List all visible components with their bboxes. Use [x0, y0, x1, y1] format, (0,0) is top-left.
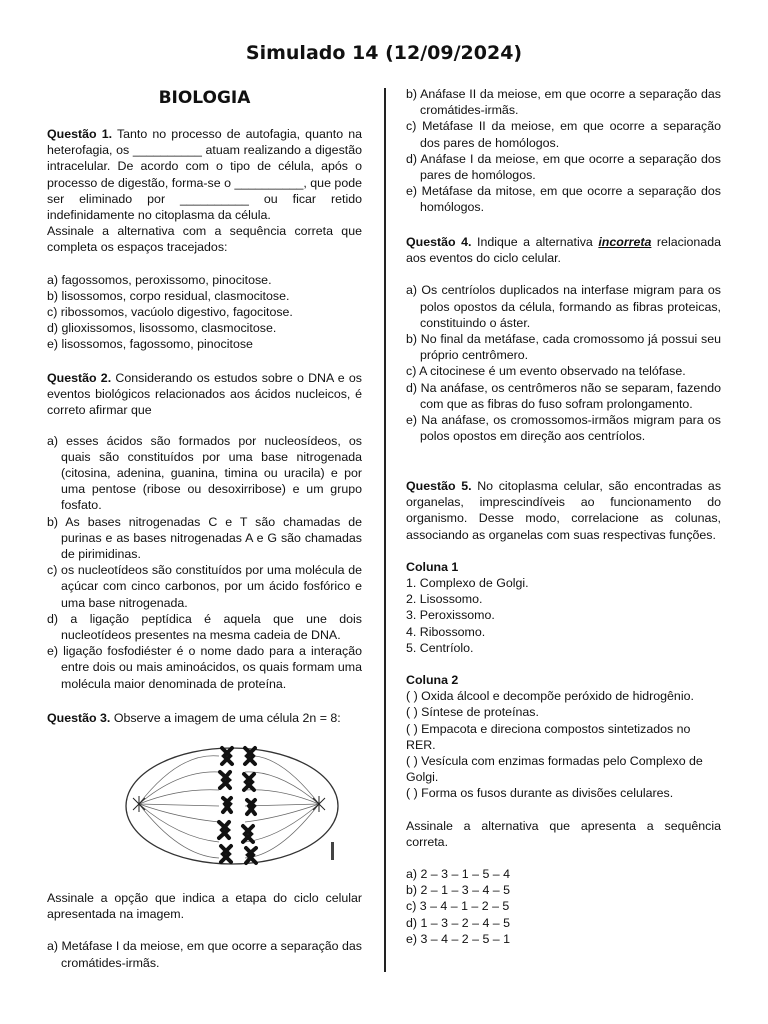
question-1-option-e[interactable]: e) lisossomos, fagossomo, pinocitose	[47, 337, 253, 352]
question-5-option-a[interactable]: a) 2 – 3 – 1 – 5 – 4	[406, 867, 511, 882]
chromosomes	[219, 748, 256, 863]
column-1-item: 3. Peroxissomo.	[406, 608, 495, 623]
column-1-item: 5. Centríolo.	[406, 640, 474, 655]
question-4-option-e[interactable]: e) Na anáfase, os cromossomos-irmãos migram para os polos opostos em direção aos centríolos.	[406, 413, 721, 444]
question-5	[406, 478, 721, 947]
column-2-item[interactable]: ( ) Síntese de proteínas.	[406, 705, 539, 720]
question-2-option-c[interactable]: c) os nucleotídeos são constituídos por uma molécula de açúcar com cinco carbonos, por um ácido fosfórico e uma base nitrogenada.	[47, 563, 362, 610]
question-2-statement	[47, 370, 362, 419]
question-1-option-c[interactable]: c) ribossomos, vacúolo digestivo, fagocitose.	[47, 305, 293, 320]
question-4-option-d[interactable]: d) Na anáfase, os centrômeros não se separam, fazendo com que as fibras do fuso sofram prolongamento.	[406, 380, 721, 411]
question-3-option-b[interactable]: b) Anáfase II da meiose, em que ocorre a separação das cromátides-irmãs.	[406, 87, 721, 118]
column-divider	[384, 88, 386, 972]
question-5-text: No citoplasma celular, são encontradas as organelas, imprescindíveis ao funcionamento do organismo. Desse modo, correlacione as colunas, associando as organelas com suas respectivas funções.	[406, 479, 722, 542]
subject-heading: BIOLOGIA	[158, 88, 251, 108]
question-3-continued	[47, 890, 362, 971]
question-3-text: Observe a imagem de uma célula 2n = 8:	[113, 711, 341, 725]
question-1-option-a[interactable]: a) fagossomos, peroxissomo, pinocitose.	[47, 272, 272, 287]
question-4-text-before: Indique a alternativa	[477, 235, 593, 249]
question-2-option-a[interactable]: a) esses ácidos são formados por nucleosídeos, os quais são constituídos por uma base nitrogenada (citosina, adenina, guanina, timina ou uracila) e por uma pentose (ribose ou desoxirribose) e um grupo fosfato.	[47, 433, 362, 513]
question-1-text: Tanto no processo de autofagia, quanto na heterofagia, os __________ atuam realizando a digestão intracelular. De acordo com o tipo de célula, após o processo de digestão, forma-se o __________, que pode ser eliminado por __________ ou ficar retido indefinidamente no citoplasma da célula.	[47, 127, 362, 223]
question-5-option-b[interactable]: b) 2 – 1 – 3 – 4 – 5	[406, 883, 511, 898]
question-1-label: Questão 1.	[47, 127, 113, 141]
question-3-instruction: Assinale a opção que indica a etapa do ciclo celular apresentada na imagem.	[47, 891, 362, 922]
question-4-statement	[406, 234, 721, 266]
page-title: Simulado 14 (12/09/2024)	[245, 42, 523, 64]
question-1-option-b[interactable]: b) lisossomos, corpo residual, clasmocitose.	[47, 288, 290, 303]
cell-division-figure	[119, 742, 345, 872]
question-5-instruction: Assinale a alternativa que apresenta a sequência correta.	[406, 818, 721, 849]
question-2-option-b[interactable]: b) As bases nitrogenadas C e T são chamadas de purinas e as bases nitrogenadas A e G são chamadas de pirimidinas.	[47, 514, 362, 562]
question-2	[47, 370, 362, 692]
question-5-option-e[interactable]: e) 3 – 4 – 2 – 5 – 1	[406, 931, 511, 946]
question-1	[47, 126, 362, 353]
question-4-emphasis: incorreta	[598, 235, 652, 249]
question-1-statement	[47, 126, 362, 223]
question-3	[47, 710, 362, 726]
question-5-statement	[406, 478, 721, 543]
column-1-item: 4. Ribossomo.	[406, 624, 486, 639]
column-1-item: 2. Lisossomo.	[406, 592, 483, 607]
question-4	[406, 234, 721, 444]
column-1-title: Coluna 1	[406, 559, 459, 574]
question-1-option-d[interactable]: d) glioxissomos, lisossomo, clasmocitose.	[47, 321, 277, 336]
column-2-item[interactable]: ( ) Empacota e direciona compostos sintetizados no RER.	[406, 721, 691, 752]
figure-credit-mark	[331, 842, 334, 860]
question-4-option-b[interactable]: b) No final da metáfase, cada cromossomo já possui seu próprio centrômero.	[406, 332, 721, 363]
question-4-option-a[interactable]: a) Os centríolos duplicados na interfase migram para os polos opostos da célula, formando as fibras proteicas, constituindo o áster.	[406, 283, 721, 330]
question-3-option-e[interactable]: e) Metáfase da mitose, em que ocorre a separação dos homólogos.	[406, 184, 721, 215]
column-2-title: Coluna 2	[406, 673, 459, 688]
column-2-item[interactable]: ( ) Oxida álcool e decompõe peróxido de hidrogênio.	[406, 689, 694, 704]
question-4-label: Questão 4.	[406, 235, 472, 249]
question-3-statement	[47, 710, 362, 726]
question-2-label: Questão 2.	[47, 371, 112, 385]
question-3-option-a[interactable]: a) Metáfase I da meiose, em que ocorre a separação das cromátides-irmãs.	[47, 939, 362, 970]
question-4-text-after: relacionada aos eventos do ciclo celular.	[406, 235, 721, 266]
question-2-option-e[interactable]: e) ligação fosfodiéster é o nome dado para a interação entre dois ou mais aminoácidos, os quais formam uma molécula maior denominada de proteína.	[47, 644, 362, 691]
column-1-item: 1. Complexo de Golgi.	[406, 576, 529, 591]
question-3-option-d[interactable]: d) Anáfase I da meiose, em que ocorre a separação dos pares de homólogos.	[406, 151, 721, 183]
question-2-option-d[interactable]: d) a ligação peptídica é aquela que une dois nucleotídeos presentes na mesma cadeia de DNA.	[47, 611, 362, 643]
question-3-options-continued	[406, 86, 721, 216]
question-1-instruction: Assinale a alternativa com a sequência correta que completa os espaços tracejados:	[47, 224, 362, 255]
column-2-item[interactable]: ( ) Forma os fusos durante as divisões celulares.	[406, 786, 674, 801]
question-3-label: Questão 3.	[47, 711, 111, 725]
question-5-label: Questão 5.	[406, 479, 472, 493]
question-5-option-d[interactable]: d) 1 – 3 – 2 – 4 – 5	[406, 915, 511, 930]
question-2-text: Considerando os estudos sobre o DNA e os eventos biológicos relacionados aos ácidos nucleicos, é correto afirmar que	[47, 371, 362, 418]
column-2-item[interactable]: ( ) Vesícula com enzimas formadas pelo Complexo de Golgi.	[406, 754, 703, 785]
question-4-option-c[interactable]: c) A citocinese é um evento observado na telófase.	[406, 364, 686, 379]
question-5-option-c[interactable]: c) 3 – 4 – 1 – 2 – 5	[406, 899, 510, 914]
question-3-option-c[interactable]: c) Metáfase II da meiose, em que ocorre a separação dos pares de homólogos.	[406, 119, 721, 150]
